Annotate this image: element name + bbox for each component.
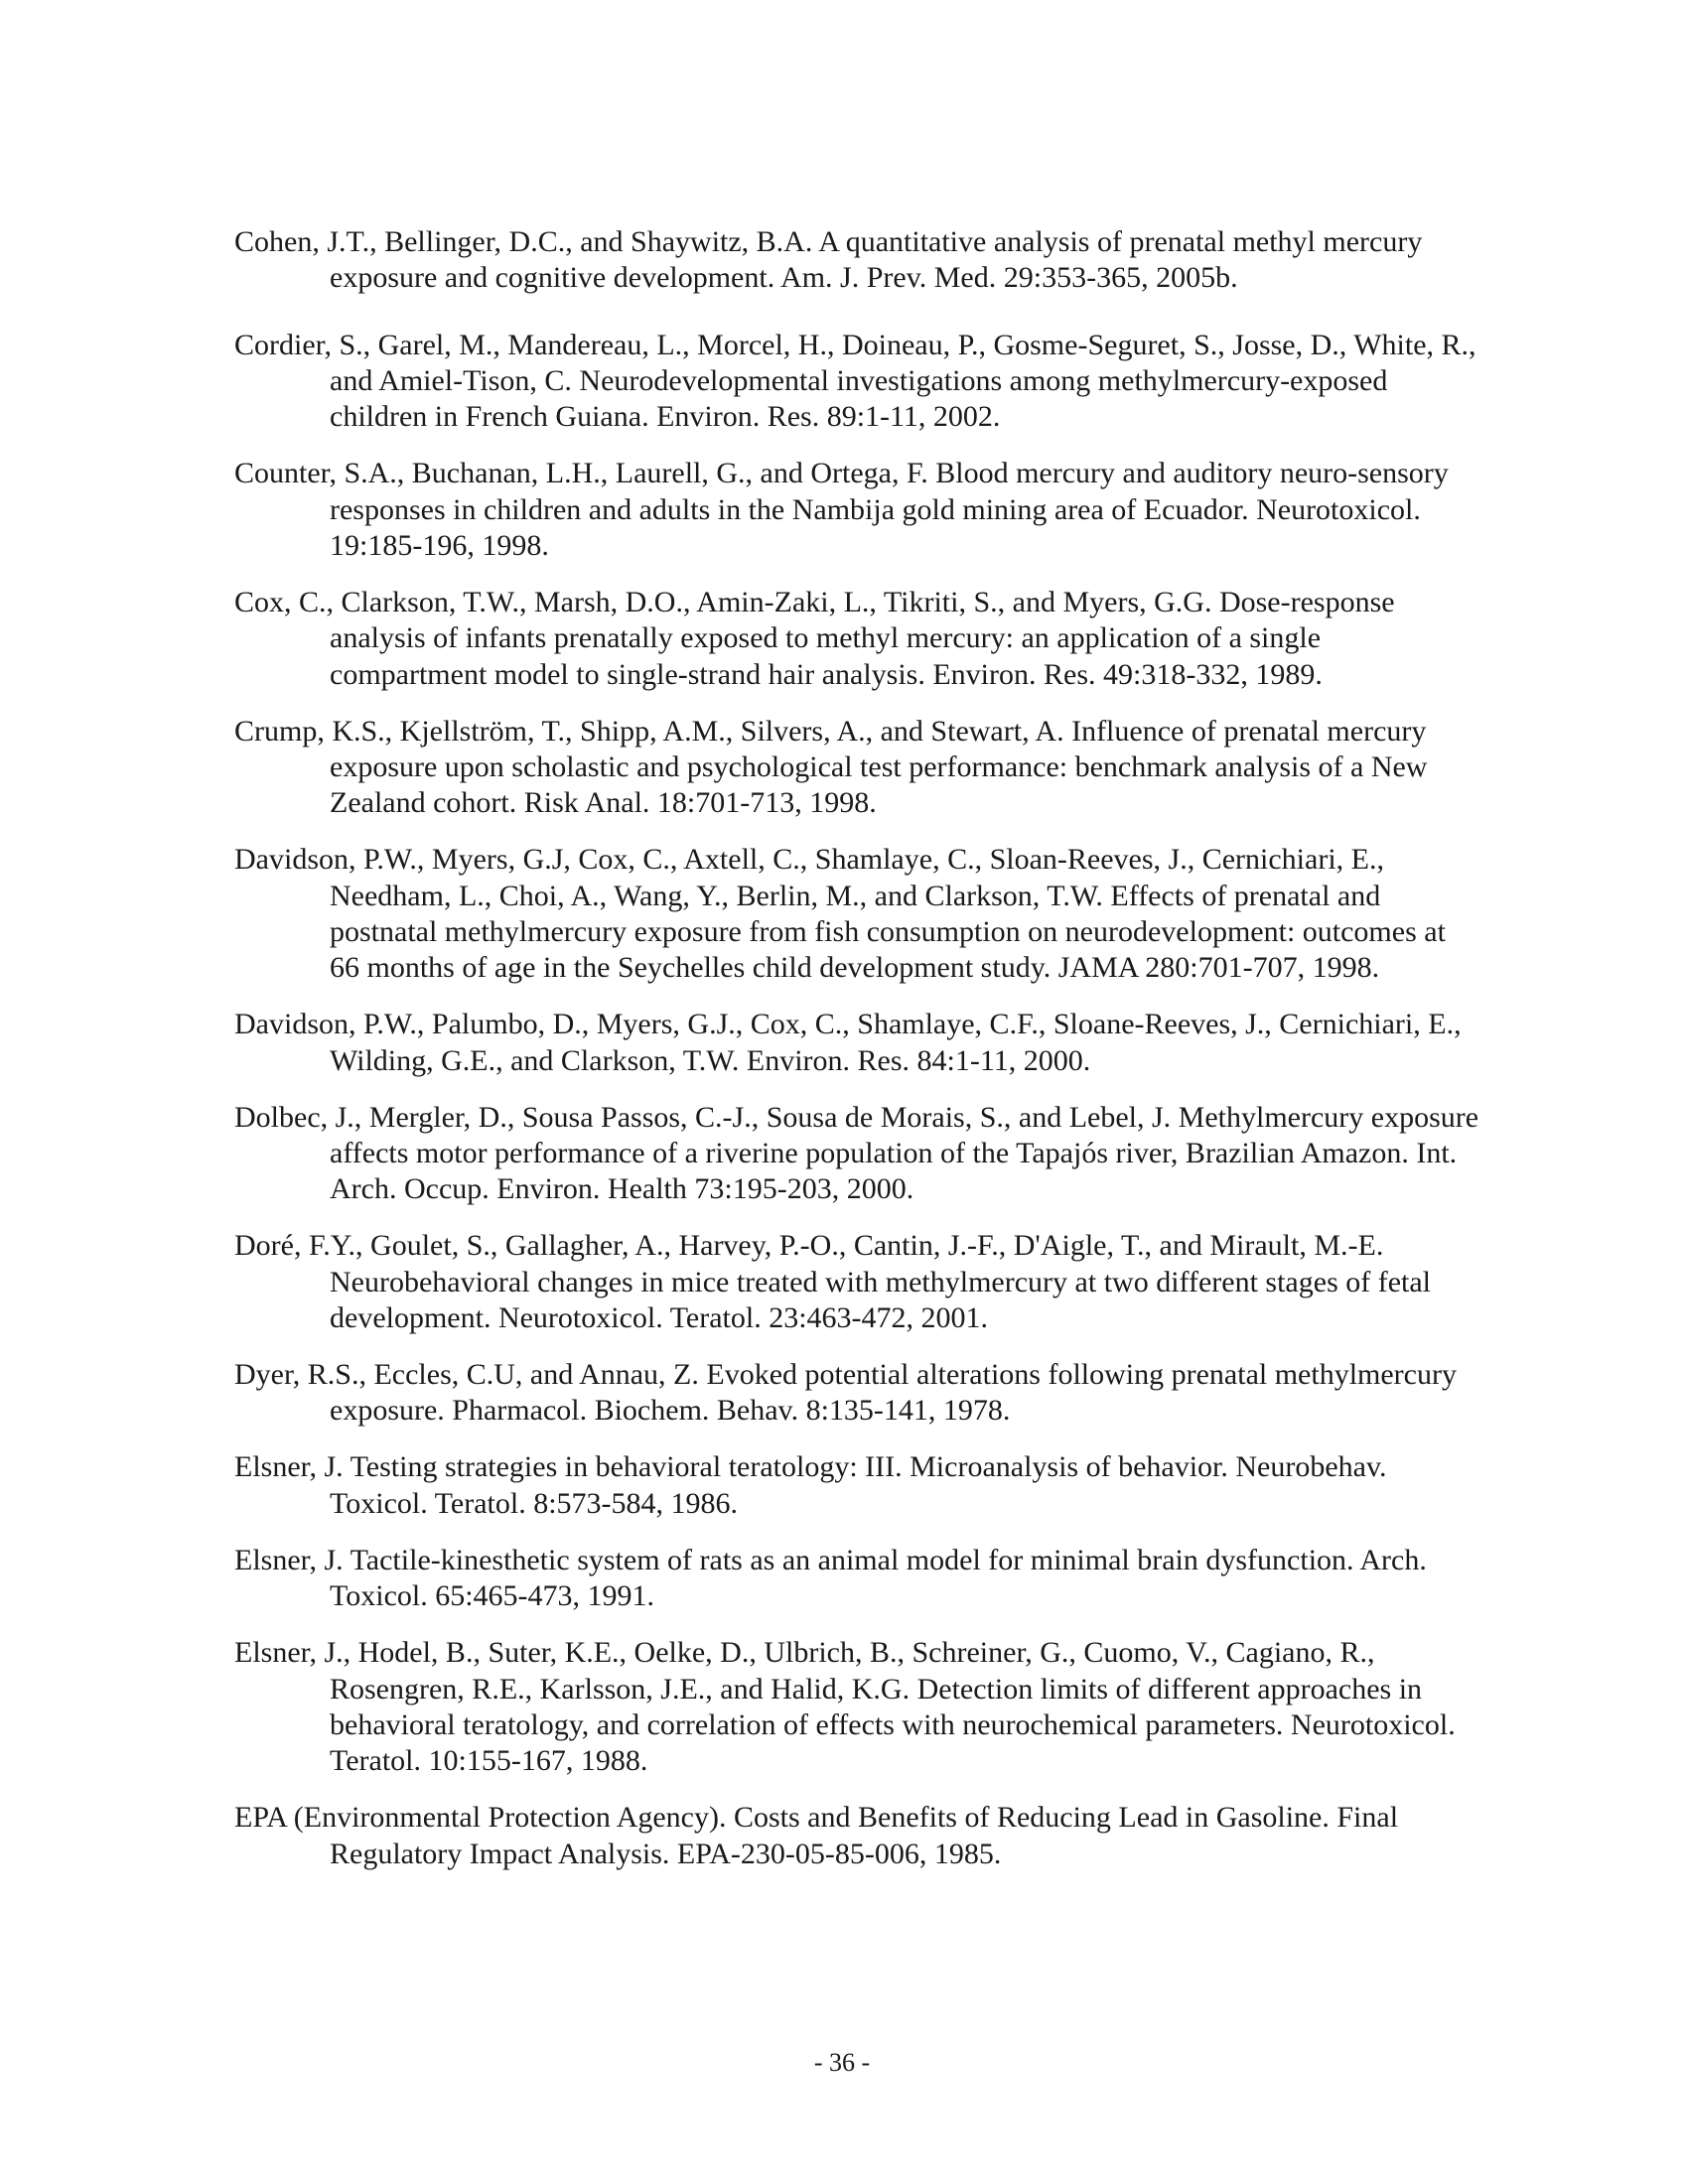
reference-entry: Dolbec, J., Mergler, D., Sousa Passos, C.-J., Sousa de Morais, S., and Lebel, J. Methylmercury exposure affects motor performance of a riverine population of the Tapajós river, Brazilian Amazon. Int. Arch. Occup. Environ. Health 73:195-203, 2000. [234,1100,1479,1206]
reference-list [234,224,1480,1893]
reference-entry: Cox, C., Clarkson, T.W., Marsh, D.O., Amin-Zaki, L., Tikriti, S., and Myers, G.G. Dose-response analysis of infants prenatally exposed to methyl mercury: an application of a single compartment model to single-strand hair analysis. Environ. Res. 49:318-332, 1989. [234,585,1395,691]
reference-entry: Davidson, P.W., Palumbo, D., Myers, G.J., Cox, C., Shamlaye, C.F., Sloane-Reeves, J., Cernichiari, E., Wilding, G.E., and Clarkson, T.W. Environ. Res. 84:1-11, 2000. [234,1008,1462,1077]
reference-entry: Davidson, P.W., Myers, G.J, Cox, C., Axtell, C., Shamlaye, C., Sloan-Reeves, J., Cernichiari, E., Needham, L., Choi, A., Wang, Y., Berlin, M., and Clarkson, T.W. Effects of prenatal and postnatal methylmercury exposure from fish consumption on neurodevelopment: outcomes at 66 months of age in the Seychelles child development study. JAMA 280:701-707, 1998. [234,843,1446,985]
reference-entry: EPA (Environmental Protection Agency). Costs and Benefits of Reducing Lead in Gasoline. Final Regulatory Impact Analysis. EPA-230-05-85-006, 1985. [234,1801,1399,1870]
reference-entry: Doré, F.Y., Goulet, S., Gallagher, A., Harvey, P.-O., Cantin, J.-F., D'Aigle, T., and Mirault, M.-E. Neurobehavioral changes in mice treated with methylmercury at two different stages of fetal development. Neurotoxicol. Teratol. 23:463-472, 2001. [234,1229,1432,1334]
reference-entry: Dyer, R.S., Eccles, C.U, and Annau, Z. Evoked potential alterations following prenatal methylmercury exposure. Pharmacol. Biochem. Behav. 8:135-141, 1978. [234,1358,1457,1428]
reference-entry: Cordier, S., Garel, M., Mandereau, L., Morcel, H., Doineau, P., Gosme-Seguret, S., Josse, D., White, R., and Amiel-Tison, C. Neurodevelopmental investigations among methylmercury-exposed children in French Guiana. Environ. Res. 89:1-11, 2002. [234,328,1476,434]
reference-entry: Elsner, J. Tactile-kinesthetic system of rats as an animal model for minimal brain dysfunction. Arch. Toxicol. 65:465-473, 1991. [234,1543,1427,1613]
reference-entry: Elsner, J., Hodel, B., Suter, K.E., Oelke, D., Ulbrich, B., Schreiner, G., Cuomo, V., Cagiano, R., Rosengren, R.E., Karlsson, J.E., and Halid, K.G. Detection limits of different approaches in behavioral teratology, and correlation of effects with neurochemical parameters. Neurotoxicol. Teratol. 10:155-167, 1988. [234,1636,1456,1778]
reference-entry: Counter, S.A., Buchanan, L.H., Laurell, G., and Ortega, F. Blood mercury and auditory neuro-sensory responses in children and adults in the Nambija gold mining area of Ecuador. Neurotoxicol. 19:185-196, 1998. [234,457,1449,562]
reference-entry: Cohen, J.T., Bellinger, D.C., and Shaywitz, B.A. A quantitative analysis of prenatal methyl mercury exposure and cognitive development. Am. J. Prev. Med. 29:353-365, 2005b. [234,225,1423,295]
page-number: - 36 - [813,2048,871,2077]
reference-entry: Crump, K.S., Kjellström, T., Shipp, A.M., Silvers, A., and Stewart, A. Influence of prenatal mercury exposure upon scholastic and psychological test performance: benchmark analysis of a New Zealand cohort. Risk Anal. 18:701-713, 1998. [234,714,1428,820]
reference-entry: Elsner, J. Testing strategies in behavioral teratology: III. Microanalysis of behavior. Neurobehav. Toxicol. Teratol. 8:573-584, 1986. [234,1450,1387,1520]
